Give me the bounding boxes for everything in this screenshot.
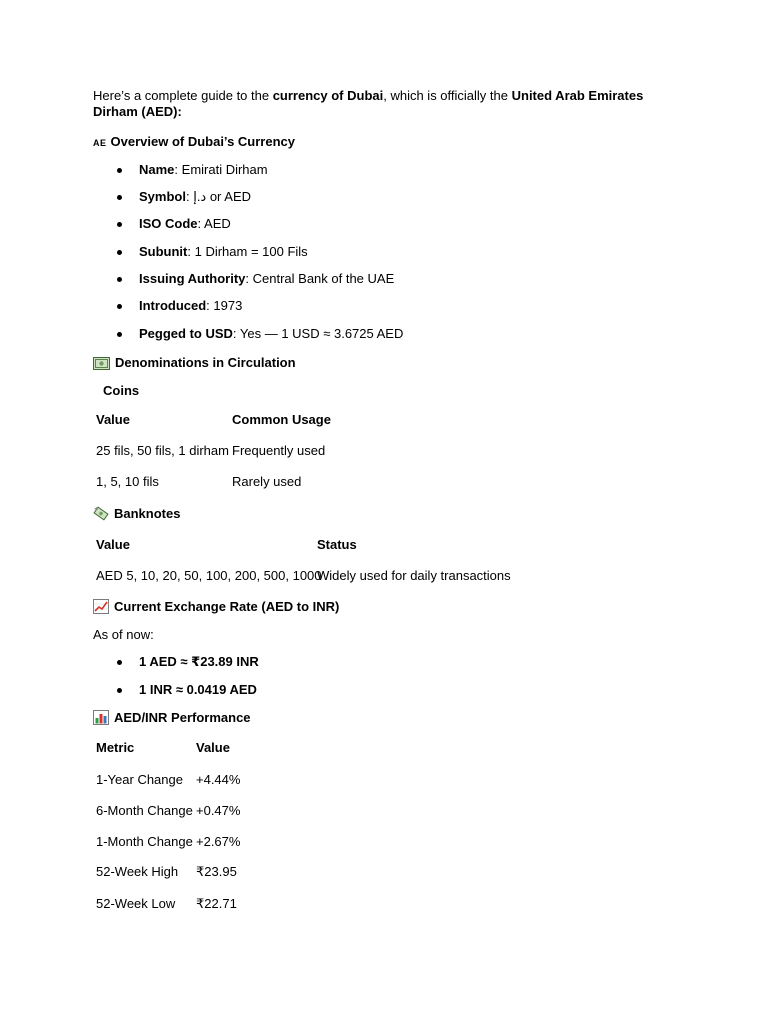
- item-label: Introduced: [139, 298, 207, 313]
- chart-increasing-icon: [93, 599, 109, 618]
- item-value: : 1973: [206, 298, 243, 313]
- table-cell: ₹23.95: [196, 864, 237, 879]
- table-cell: 52-Week Low: [96, 896, 176, 911]
- item-label: Subunit: [139, 244, 188, 259]
- intro-bold-currency: currency of Dubai: [272, 88, 384, 103]
- list-item: [139, 271, 394, 287]
- table-cell: 1, 5, 10 fils: [96, 474, 159, 489]
- table-header-cell: Metric: [96, 740, 135, 755]
- exchange-heading-text: Current Exchange Rate (AED to INR): [114, 599, 340, 614]
- table-cell: 1-Year Change: [96, 772, 183, 787]
- overview-heading-text: Overview of Dubai’s Currency: [110, 134, 295, 149]
- list-item: [139, 216, 231, 232]
- bar-chart-icon: [93, 710, 109, 729]
- table-cell: Widely used for daily transactions: [317, 568, 511, 583]
- intro-line-1: [93, 88, 643, 104]
- table-header-cell: Value: [96, 537, 130, 552]
- table-cell: 25 fils, 50 fils, 1 dirham: [96, 443, 229, 458]
- item-value: : Emirati Dirham: [174, 162, 268, 177]
- banknotes-heading-text: Banknotes: [114, 506, 181, 521]
- list-item: [139, 244, 308, 260]
- item-value: : Yes — 1 USD ≈ 3.6725 AED: [232, 326, 404, 341]
- intro-text: Here’s a complete guide to the: [93, 88, 273, 103]
- list-item: 1 INR ≈ 0.0419 AED: [139, 682, 257, 697]
- table-cell: 6-Month Change: [96, 803, 193, 818]
- item-value: : Central Bank of the UAE: [245, 271, 395, 286]
- bullet-dot: [117, 277, 122, 282]
- banknotes-heading: [93, 506, 180, 525]
- flag-ae-icon: AE: [93, 138, 107, 148]
- table-cell: 52-Week High: [96, 864, 179, 879]
- intro-text-2: , which is officially the: [383, 88, 512, 103]
- bullet-dot: [117, 222, 122, 227]
- item-label: Issuing Authority: [139, 271, 246, 286]
- bullet-dot: [117, 168, 122, 173]
- table-cell: +2.67%: [196, 834, 241, 849]
- denominations-heading-text: Denominations in Circulation: [115, 355, 296, 370]
- table-cell: +0.47%: [196, 803, 241, 818]
- list-item: [139, 298, 242, 314]
- table-cell: AED 5, 10, 20, 50, 100, 200, 500, 1000: [96, 568, 322, 583]
- list-item: [139, 326, 403, 342]
- denominations-heading: [93, 355, 296, 374]
- performance-heading: [93, 710, 251, 729]
- coins-heading: Coins: [103, 383, 140, 398]
- item-value: : 1 Dirham = 100 Fils: [187, 244, 308, 259]
- exchange-subtext: As of now:: [93, 627, 154, 642]
- overview-heading: [93, 134, 295, 151]
- intro-bold-uae: United Arab Emirates: [511, 88, 644, 103]
- item-label: Pegged to USD: [139, 326, 233, 341]
- money-with-wings-icon: [93, 506, 109, 525]
- table-header-cell: Value: [196, 740, 230, 755]
- table-cell: Rarely used: [232, 474, 302, 489]
- intro-line-2: [93, 104, 182, 120]
- list-item: [139, 189, 251, 205]
- exchange-heading: [93, 599, 339, 618]
- list-item: 1 AED ≈ ₹23.89 INR: [139, 654, 259, 669]
- item-value: : د.إ or AED: [185, 189, 252, 204]
- performance-heading-text: AED/INR Performance: [114, 710, 251, 725]
- item-label: Symbol: [139, 189, 186, 204]
- item-label: Name: [139, 162, 175, 177]
- intro-bold-dirham: Dirham (AED): [93, 104, 178, 119]
- intro-colon: :: [177, 104, 182, 119]
- bullet-dot: [117, 688, 122, 693]
- item-value: : AED: [197, 216, 231, 231]
- bullet-dot: [117, 332, 122, 337]
- banknote-icon: [93, 357, 110, 374]
- item-label: ISO Code: [139, 216, 198, 231]
- bullet-dot: [117, 195, 122, 200]
- table-cell: +4.44%: [196, 772, 241, 787]
- bullet-dot: [117, 660, 122, 665]
- list-item: [139, 162, 268, 178]
- bullet-dot: [117, 304, 122, 309]
- table-cell: Frequently used: [232, 443, 326, 458]
- table-cell: 1-Month Change: [96, 834, 193, 849]
- table-header-cell: Status: [317, 537, 357, 552]
- table-header-cell: Value: [96, 412, 130, 427]
- table-header-cell: Common Usage: [232, 412, 331, 427]
- table-cell: ₹22.71: [196, 896, 237, 911]
- bullet-dot: [117, 250, 122, 255]
